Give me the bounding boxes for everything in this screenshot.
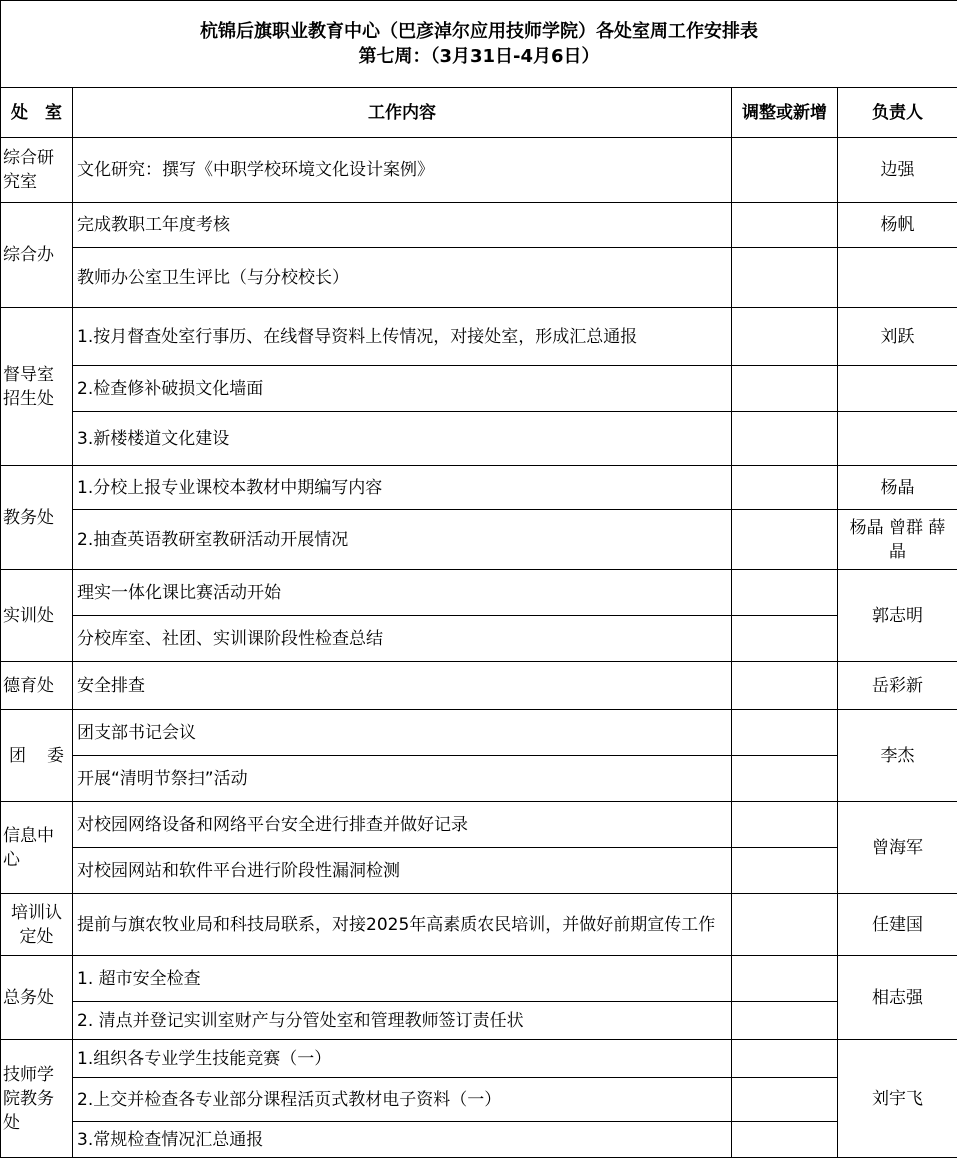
adjust-cell [732,802,838,848]
person-cell: 郭志明 [838,570,957,662]
table-row [1,138,957,203]
department-cell: 德育处 [1,662,73,710]
adjust-cell [732,466,838,510]
person-cell: 刘宇飞 [838,1040,957,1158]
header-person: 负责人 [838,88,957,138]
adjust-cell [732,138,838,203]
table-row [1,308,957,366]
table-row [1,894,957,956]
content-cell: 1.组织各专业学生技能竞赛（一） [73,1040,732,1078]
adjust-cell [732,894,838,956]
content-cell: 分校库室、社团、实训课阶段性检查总结 [73,616,732,662]
adjust-cell [732,616,838,662]
title-line-1: 杭锦后旗职业教育中心（巴彦淖尔应用技师学院）各处室周工作安排表 [200,21,758,42]
adjust-cell [732,956,838,1002]
content-cell: 2.抽查英语教研室教研活动开展情况 [73,510,732,570]
table-row [1,466,957,510]
person-cell: 李杰 [838,710,957,802]
adjust-cell [732,710,838,756]
adjust-cell [732,1002,838,1040]
content-cell: 开展“清明节祭扫”活动 [73,756,732,802]
person-cell: 岳彩新 [838,662,957,710]
content-cell: 对校园网络设备和网络平台安全进行排查并做好记录 [73,802,732,848]
person-cell: 曾海军 [838,802,957,894]
table-row [1,510,957,570]
header-content: 工作内容 [73,88,732,138]
content-cell: 3.新楼楼道文化建设 [73,412,732,466]
adjust-cell [732,203,838,248]
person-cell: 杨晶 曾群 薛晶 [838,510,957,570]
table-title [1,1,957,88]
person-cell: 边强 [838,138,957,203]
table-row [1,248,957,308]
adjust-cell [732,662,838,710]
table-row [1,956,957,1002]
content-cell: 完成教职工年度考核 [73,203,732,248]
header-row [1,88,957,138]
department-cell: 督导室招生处 [1,308,73,466]
adjust-cell [732,248,838,308]
adjust-cell [732,412,838,466]
person-cell [838,366,957,412]
department-cell: 实训处 [1,570,73,662]
department-cell: 教务处 [1,466,73,570]
table-row [1,1040,957,1078]
table-row [1,366,957,412]
content-cell: 2.上交并检查各专业部分课程活页式教材电子资料（一） [73,1078,732,1122]
table-row [1,203,957,248]
title-line-2: 第七周：（3月31日-4月6日） [358,46,600,67]
department-cell: 综合办 [1,203,73,308]
department-cell: 综合研究室 [1,138,73,203]
content-cell: 3.常规检查情况汇总通报 [73,1122,732,1158]
person-cell [838,248,957,308]
department-cell: 技师学院教务处 [1,1040,73,1158]
adjust-cell [732,570,838,616]
adjust-cell [732,1040,838,1078]
person-cell: 刘跃 [838,308,957,366]
person-cell: 杨帆 [838,203,957,248]
table-row [1,802,957,848]
person-cell: 相志强 [838,956,957,1040]
department-cell: 信息中心 [1,802,73,894]
header-adjust: 调整或新增 [732,88,838,138]
table-row [1,710,957,756]
department-cell: 团 委 [1,710,73,802]
content-cell: 团支部书记会议 [73,710,732,756]
content-cell: 提前与旗农牧业局和科技局联系，对接2025年高素质农民培训，并做好前期宣传工作 [73,894,732,956]
table-row [1,616,957,662]
adjust-cell [732,366,838,412]
department-cell: 总务处 [1,956,73,1040]
content-cell: 2. 清点并登记实训室财产与分管处室和管理教师签订责任状 [73,1002,732,1040]
person-cell [838,412,957,466]
table-row [1,848,957,894]
person-cell: 杨晶 [838,466,957,510]
content-cell: 教师办公室卫生评比（与分校校长） [73,248,732,308]
adjust-cell [732,1122,838,1158]
table-row [1,1002,957,1040]
adjust-cell [732,510,838,570]
content-cell: 2.检查修补破损文化墙面 [73,366,732,412]
table-row [1,1078,957,1122]
table-row [1,662,957,710]
adjust-cell [732,1078,838,1122]
content-cell: 对校园网站和软件平台进行阶段性漏洞检测 [73,848,732,894]
adjust-cell [732,848,838,894]
content-cell: 安全排查 [73,662,732,710]
content-cell: 1.分校上报专业课校本教材中期编写内容 [73,466,732,510]
content-cell: 理实一体化课比赛活动开始 [73,570,732,616]
table-row [1,412,957,466]
adjust-cell [732,756,838,802]
person-cell: 任建国 [838,894,957,956]
content-cell: 1.按月督查处室行事历、在线督导资料上传情况，对接处室，形成汇总通报 [73,308,732,366]
table-row [1,1122,957,1158]
table-row [1,756,957,802]
title-row [1,1,957,88]
adjust-cell [732,308,838,366]
content-cell: 文化研究：撰写《中职学校环境文化设计案例》 [73,138,732,203]
header-department: 处 室 [1,88,73,138]
department-cell: 培训认定处 [1,894,73,956]
content-cell: 1. 超市安全检查 [73,956,732,1002]
table-row [1,570,957,616]
